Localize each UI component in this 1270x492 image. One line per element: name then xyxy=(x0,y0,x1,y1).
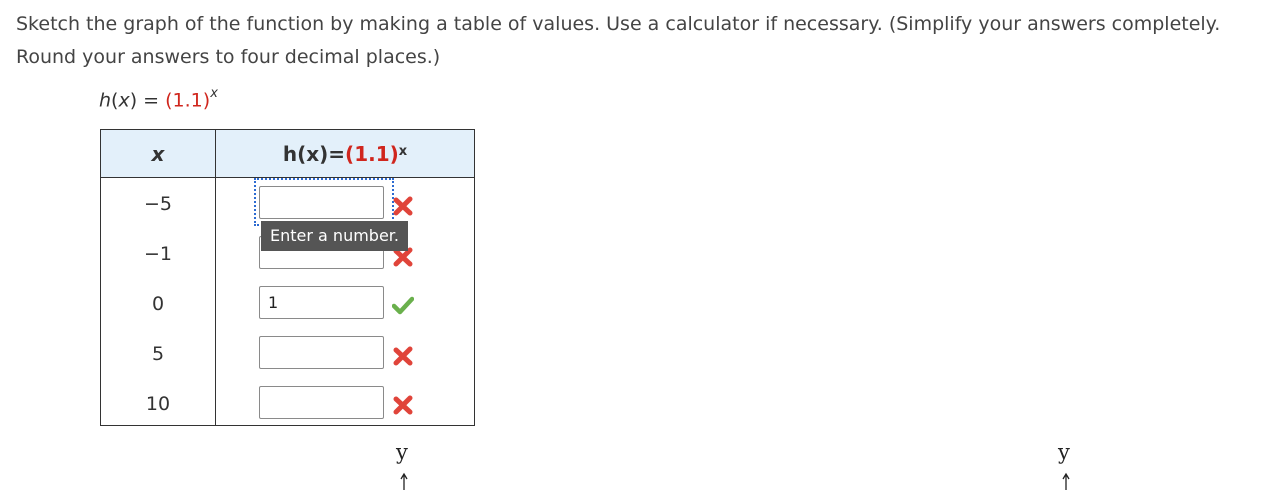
header-base: (1.1) xyxy=(345,141,399,166)
x-value-row-4: 5 xyxy=(151,343,165,365)
x-value-row-3: 0 xyxy=(151,293,165,315)
instructions-text: Sketch the graph of the function by making a table of values. Use a calculator if necessary. (Simplify your answers completely. Round your answers to four decimal places.) xyxy=(16,13,1221,68)
header-hx: h ( x ) = (1.1) $^x$ xyxy=(282,141,408,166)
function-equals: = xyxy=(137,89,166,112)
validation-tooltip: Enter a number. xyxy=(261,221,408,251)
function-definition: $h(x) = (1.1)^x$ xyxy=(99,86,218,112)
function-exponent: x xyxy=(210,86,218,101)
hx-input-row-1[interactable] xyxy=(259,186,384,219)
header-func-name: h xyxy=(282,141,298,166)
graph-1-axis-arrow-icon xyxy=(398,470,410,490)
function-name: h xyxy=(99,89,112,112)
values-table xyxy=(100,129,475,426)
header-func-var: x xyxy=(306,141,320,166)
header-equals: = xyxy=(328,141,346,166)
function-base: (1.1) xyxy=(165,89,211,112)
header-exponent: x xyxy=(398,144,408,159)
hx-input-row-4[interactable] xyxy=(259,336,384,369)
x-value-row-1: −5 xyxy=(143,193,172,215)
graph-2-y-label: y xyxy=(1058,440,1070,464)
graph-1-y-label: y xyxy=(396,440,408,464)
graph-2-axis-arrow-icon xyxy=(1060,470,1072,490)
incorrect-icon xyxy=(392,394,414,416)
hx-input-row-3[interactable] xyxy=(259,286,384,319)
function-variable: x xyxy=(118,89,130,112)
incorrect-icon xyxy=(392,345,414,367)
hx-input-row-5[interactable] xyxy=(259,386,384,419)
x-value-row-2: −1 xyxy=(143,243,172,265)
header-x: x xyxy=(151,141,165,166)
x-value-row-5: 10 xyxy=(145,393,171,415)
correct-icon xyxy=(392,294,414,316)
incorrect-icon xyxy=(392,195,414,217)
